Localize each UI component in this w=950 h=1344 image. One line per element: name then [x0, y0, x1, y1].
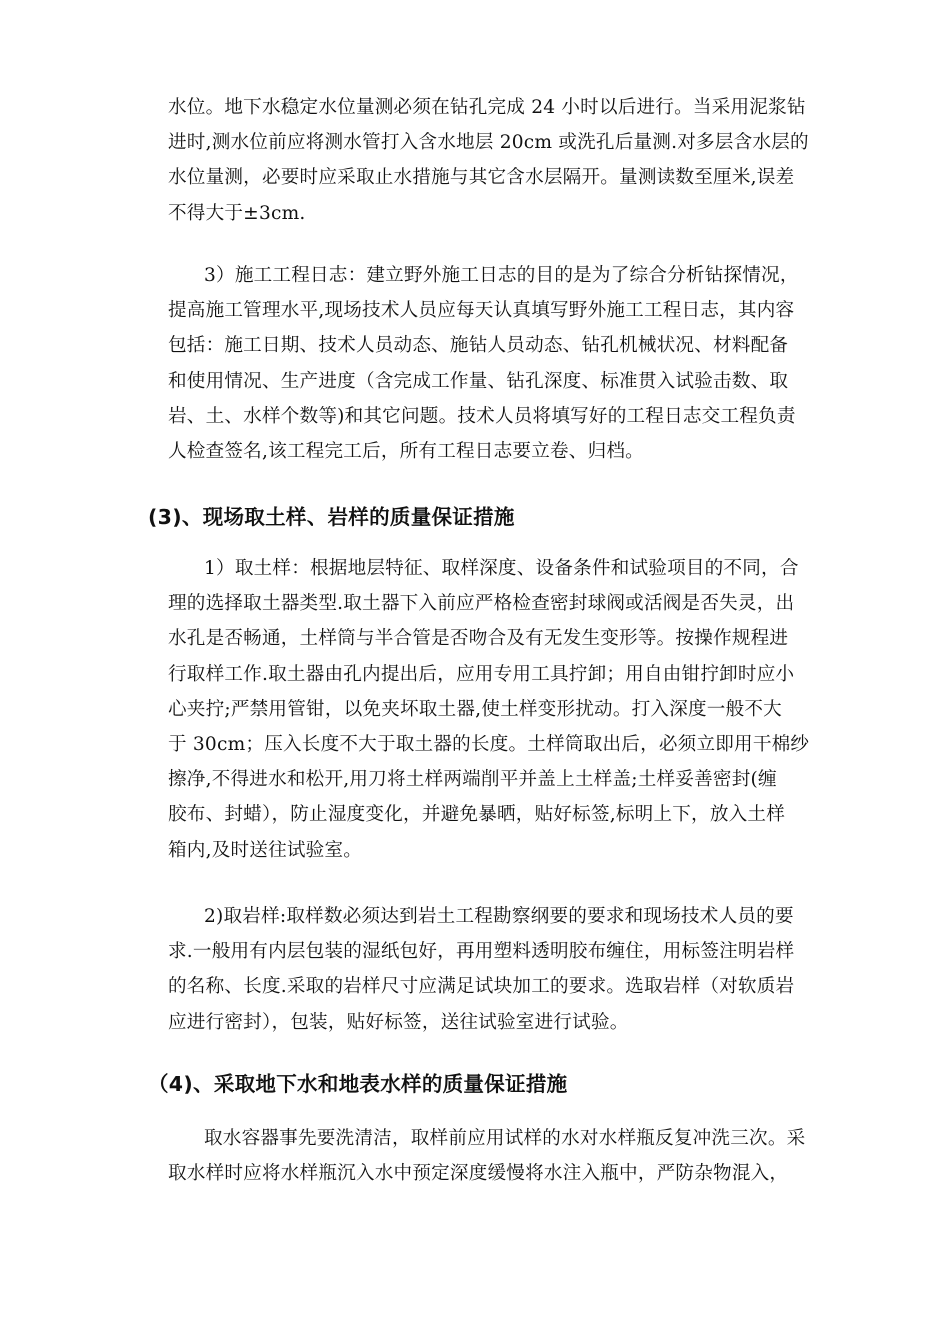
paragraph-soil-sampling	[168, 551, 808, 868]
text-line: 擦净,不得进水和松开,用刀将土样两端削平并盖上土样盖;土样妥善密封(缠	[168, 769, 777, 791]
text-line: 岩、土、水样个数等)和其它问题。技术人员将填写好的工程日志交工程负责	[168, 405, 796, 427]
text-line: 的名称、长度.采取的岩样尺寸应满足试块加工的要求。选取岩样（对软质岩	[168, 976, 795, 998]
text-line: 心夹拧;严禁用管钳，以免夹坏取土器,使土样变形扰动。打入深度一般不大	[168, 698, 782, 720]
paragraph-rock-sampling	[168, 899, 808, 1040]
text-line: 应进行密封），包装，贴好标签，送往试验室进行试验。	[168, 1011, 629, 1033]
text-line: 3）施工工程日志：建立野外施工日志的目的是为了综合分析钻探情况，	[204, 265, 799, 286]
text-line: 箱内,及时送往试验室。	[168, 839, 363, 861]
paragraph-water-sampling	[168, 1121, 808, 1191]
text-line: 和使用情况、生产进度（含完成工作量、钻孔深度、标准贯入试验击数、取	[168, 370, 789, 392]
section-heading-3: (3)、现场取土样、岩样的质量保证措施	[148, 505, 515, 529]
text-line: 水位量测，必要时应采取止水措施与其它含水层隔开。量测读数至厘米,误差	[168, 167, 795, 189]
text-line: 包括：施工日期、技术人员动态、施钻人员动态、钻孔机械状况、材料配备	[168, 335, 789, 357]
text-line: 2)取岩样:取样数必须达到岩土工程勘察纲要的要求和现场技术人员的要	[204, 906, 794, 927]
text-line: 取水容器事先要洗清洁，取样前应用试样的水对水样瓶反复冲洗三次。采	[204, 1128, 806, 1149]
section-heading-4: （4)、采取地下水和地表水样的质量保证措施	[148, 1072, 568, 1096]
text-line: 人检查签名,该工程完工后，所有工程日志要立卷、归档。	[168, 441, 644, 463]
text-line: 胶布、封蜡），防止湿度变化，并避免暴晒，贴好标签,标明上下，放入土样	[168, 804, 786, 826]
text-line: 进时,测水位前应将测水管打入含水地层 20cm 或洗孔后量测.对多层含水层的	[168, 132, 809, 154]
text-line: 不得大于±3cm.	[168, 202, 306, 224]
text-line: 1）取土样：根据地层特征、取样深度、设备条件和试验项目的不同，合	[204, 558, 799, 579]
paragraph-construction-log	[168, 258, 808, 469]
text-line: 取水样时应将水样瓶沉入水中预定深度缓慢将水注入瓶中，严防杂物混入，	[168, 1163, 789, 1185]
paragraph-groundwater-level	[168, 90, 808, 231]
text-line: 水孔是否畅通，土样筒与半合管是否吻合及有无发生变形等。按操作规程进	[168, 628, 789, 650]
text-line: 求.一般用有内层包装的湿纸包好，再用塑料透明胶布缠住，用标签注明岩样	[168, 941, 795, 963]
text-line: 水位。地下水稳定水位量测必须在钻孔完成 24 小时以后进行。当采用泥浆钻	[168, 97, 806, 118]
text-line: 行取样工作.取土器由孔内提出后，应用专用工具拧卸；用自由钳拧卸时应小	[168, 663, 795, 685]
text-line: 理的选择取土器类型.取土器下入前应严格检查密封球阀或活阀是否失灵，出	[168, 593, 795, 615]
text-line: 提高施工管理水平,现场技术人员应每天认真填写野外施工工程日志，其内容	[168, 300, 795, 322]
text-line: 于 30cm；压入长度不大于取土器的长度。土样筒取出后，必须立即用干棉纱	[168, 734, 810, 756]
